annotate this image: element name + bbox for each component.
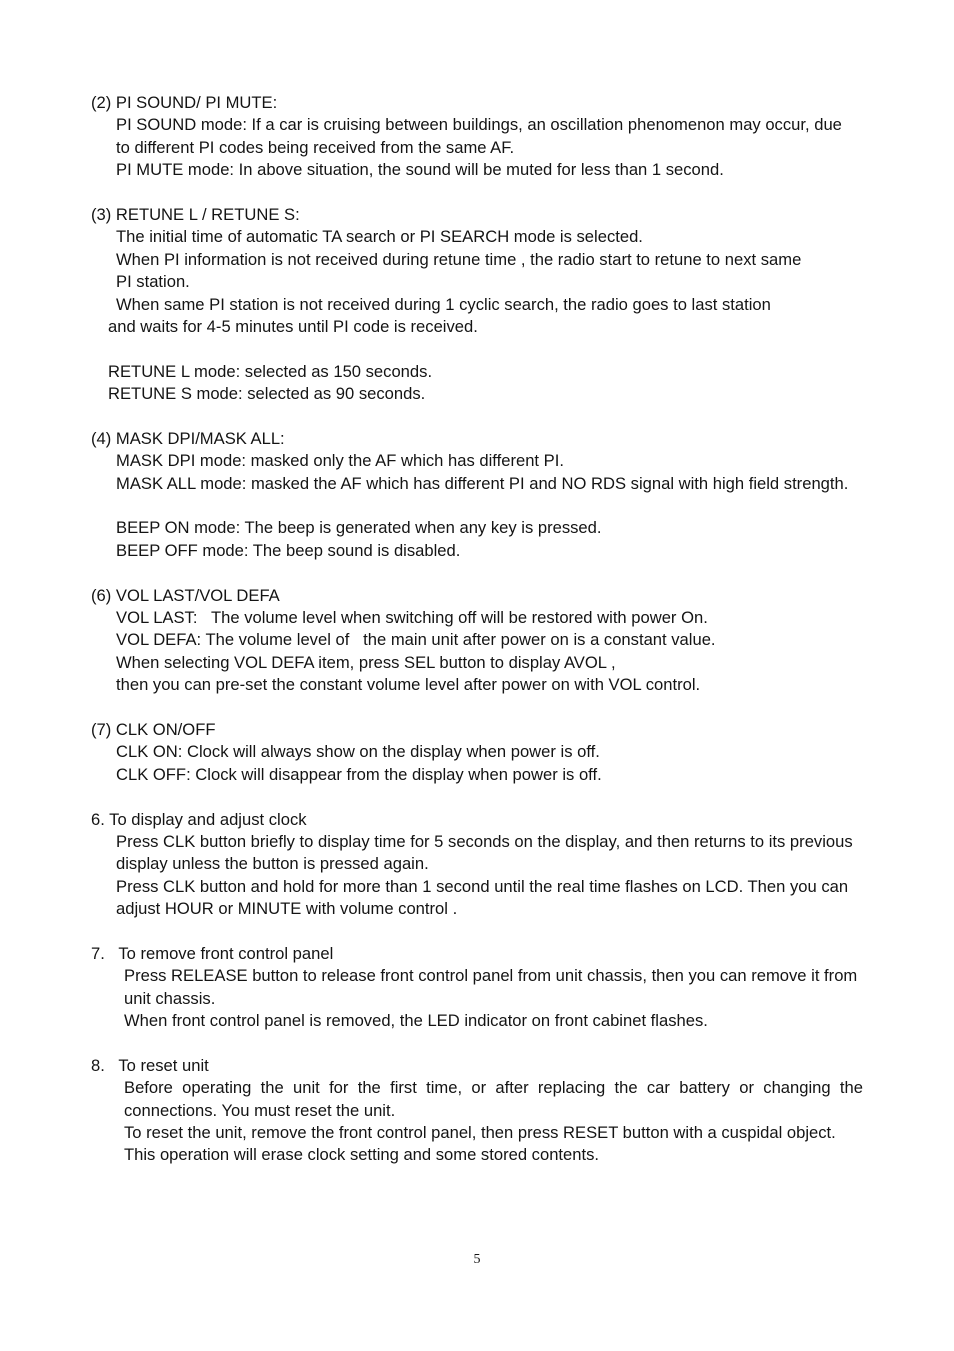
retune-mode-line: RETUNE L mode: selected as 150 seconds.: [108, 361, 433, 381]
section-heading-retune: (3) RETUNE L / RETUNE S:: [91, 204, 300, 224]
paragraph-line: PI MUTE mode: In above situation, the sound will be muted for less than 1 second.: [116, 160, 724, 180]
page-number: 5: [473, 1252, 481, 1267]
section-heading-mask: (4) MASK DPI/MASK ALL:: [91, 428, 285, 448]
paragraph-line: Press CLK button briefly to display time for 5 seconds on the display, and then returns to its previous: [116, 831, 853, 851]
blank-line: [0, 562, 954, 584]
blank-line: [0, 1032, 954, 1054]
paragraph-line: and waits for 4-5 minutes until PI code is received.: [108, 316, 478, 336]
paragraph-line: BEEP OFF mode: The beep sound is disabled.: [116, 540, 461, 560]
paragraph-line: To reset the unit, remove the front control panel, then press RESET button with a cuspidal object.: [124, 1122, 836, 1142]
blank-line: [0, 338, 954, 360]
paragraph-line: VOL LAST: The volume level when switching off will be restored with power On.: [116, 607, 708, 627]
paragraph-line: MASK DPI mode: masked only the AF which has different PI.: [116, 451, 564, 471]
paragraph-line: MASK ALL mode: masked the AF which has different PI and NO RDS signal with high field strength.: [116, 473, 849, 493]
paragraph-line: PI station.: [116, 272, 190, 292]
blank-line: [0, 697, 954, 719]
section-heading-pi-sound: (2) PI SOUND/ PI MUTE:: [91, 93, 278, 112]
retune-mode-line: RETUNE S mode: selected as 90 seconds.: [108, 384, 426, 404]
paragraph-line: When same PI station is not received during 1 cyclic search, the radio goes to last station: [116, 294, 771, 314]
blank-line: [0, 405, 954, 427]
paragraph-line: unit chassis.: [124, 988, 216, 1008]
paragraph-line: display unless the button is pressed again.: [116, 854, 429, 874]
paragraph-line: VOL DEFA: The volume level of the main unit after power on is a constant value.: [116, 630, 716, 650]
blank-line: [0, 495, 954, 517]
blank-line: [0, 786, 954, 808]
paragraph-line: CLK OFF: Clock will disappear from the display when power is off.: [116, 764, 602, 784]
section-heading-vol: (6) VOL LAST/VOL DEFA: [91, 585, 280, 605]
paragraph-line: PI SOUND mode: If a car is cruising between buildings, an oscillation phenomenon may occur, due: [116, 115, 842, 135]
paragraph-line: When PI information is not received during retune time , the radio start to retune to next same: [116, 249, 802, 269]
paragraph-line: Press RELEASE button to release front control panel from unit chassis, then you can remove it from: [124, 966, 858, 986]
section-heading-remove-panel: 7. To remove front control panel: [91, 943, 334, 963]
section-heading-clock-adjust: 6. To display and adjust clock: [91, 809, 307, 829]
paragraph-line: BEEP ON mode: The beep is generated when any key is pressed.: [116, 518, 602, 538]
paragraph-line: to different PI codes being received from the same AF.: [116, 137, 515, 157]
blank-line: [0, 920, 954, 942]
blank-line: [0, 182, 954, 204]
paragraph-line: adjust HOUR or MINUTE with volume control .: [116, 899, 458, 919]
paragraph-line: Press CLK button and hold for more than 1 second until the real time flashes on LCD. Then you can: [116, 876, 849, 896]
paragraph-line: connections. You must reset the unit.: [124, 1100, 396, 1120]
paragraph-line: then you can pre-set the constant volume level after power on with VOL control.: [116, 675, 701, 695]
paragraph-line: The initial time of automatic TA search or PI SEARCH mode is selected.: [116, 227, 643, 247]
section-heading-reset: 8. To reset unit: [91, 1055, 209, 1075]
paragraph-line: Before operating the unit for the first time, or after replacing the car battery or changing the: [124, 1078, 863, 1098]
paragraph-line: When front control panel is removed, the LED indicator on front cabinet flashes.: [124, 1011, 708, 1031]
paragraph-line: CLK ON: Clock will always show on the display when power is off.: [116, 742, 600, 762]
paragraph-line: When selecting VOL DEFA item, press SEL button to display AVOL ,: [116, 652, 616, 672]
paragraph-line: This operation will erase clock setting and some stored contents.: [124, 1145, 600, 1165]
page-body: [0, 92, 954, 1167]
section-heading-clk: (7) CLK ON/OFF: [91, 719, 216, 739]
